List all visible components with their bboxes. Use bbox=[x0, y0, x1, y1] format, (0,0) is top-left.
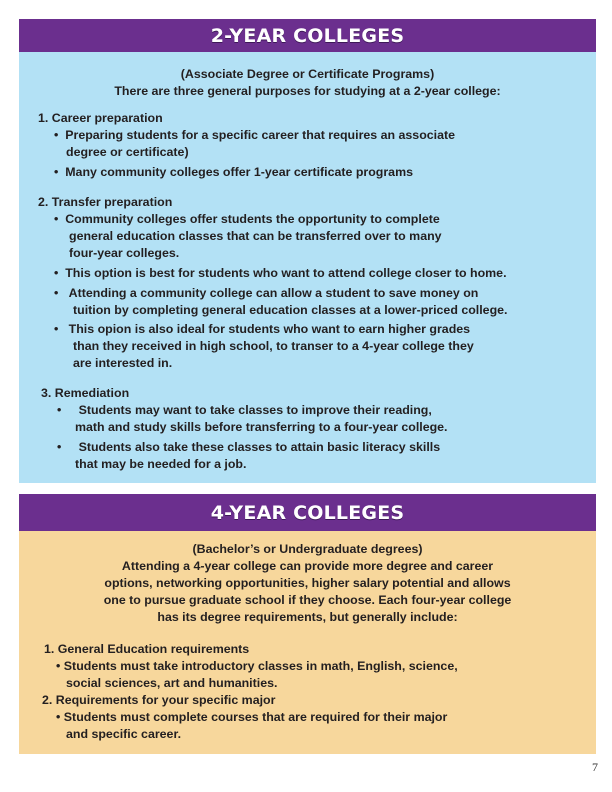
list-item: • Students also take these classes to attain basic literacy skills bbox=[57, 440, 441, 454]
list-item: • Attending a community college can allow a student to save money on bbox=[54, 286, 479, 300]
two-year-intro: There are three general purposes for studying at a 2-year college: bbox=[114, 84, 501, 98]
four-year-intro-line: has its degree requirements, but generally include: bbox=[157, 610, 458, 624]
four-year-heading: 4-YEAR COLLEGES bbox=[210, 501, 405, 524]
bullet-icon: • bbox=[54, 286, 59, 300]
four-year-panel bbox=[19, 531, 596, 754]
two-year-panel bbox=[19, 52, 596, 483]
list-item-continuation: tuition by completing general education classes at a lower-priced college. bbox=[73, 303, 508, 317]
section-title: 2. Requirements for your specific major bbox=[42, 693, 276, 707]
two-year-heading: 2-YEAR COLLEGES bbox=[210, 24, 405, 47]
bullet-icon: • bbox=[57, 440, 62, 454]
four-year-intro-line: options, networking opportunities, higher salary potential and allows bbox=[104, 576, 511, 590]
section-title: 1. Career preparation bbox=[38, 111, 163, 125]
section-title: 1. General Education requirements bbox=[44, 642, 250, 656]
list-item: • Many community colleges offer 1-year certificate programs bbox=[54, 165, 413, 179]
bullet-icon: • bbox=[56, 710, 61, 724]
bullet-icon: • bbox=[54, 128, 59, 142]
bullet-icon: • bbox=[54, 322, 59, 336]
list-item: • Community colleges offer students the opportunity to complete bbox=[54, 212, 440, 226]
two-year-heading-band bbox=[19, 19, 596, 52]
list-item: • Preparing students for a specific career that requires an associate bbox=[54, 128, 456, 142]
list-item-continuation: social sciences, art and humanities. bbox=[66, 676, 278, 690]
four-year-subheading: (Bachelor’s or Undergraduate degrees) bbox=[192, 542, 423, 556]
list-item-continuation: and specific career. bbox=[66, 727, 182, 741]
list-item-continuation: are interested in. bbox=[73, 356, 173, 370]
list-item: • This opion is also ideal for students who want to earn higher grades bbox=[54, 322, 471, 336]
bullet-icon: • bbox=[56, 659, 61, 673]
list-item-continuation: math and study skills before transferring to a four-year college. bbox=[75, 420, 448, 434]
bullet-icon: • bbox=[54, 212, 59, 226]
two-year-subheading: (Associate Degree or Certificate Programs) bbox=[180, 67, 435, 81]
list-item: • This option is best for students who want to attend college closer to home. bbox=[54, 266, 507, 280]
bullet-icon: • bbox=[54, 266, 59, 280]
list-item: • Students must take introductory classes in math, English, science, bbox=[56, 659, 458, 673]
page-number: 7 bbox=[592, 760, 598, 774]
list-item-continuation: four-year colleges. bbox=[69, 246, 180, 260]
list-item-continuation: that may be needed for a job. bbox=[75, 457, 247, 471]
list-item: • Students may want to take classes to improve their reading, bbox=[57, 403, 432, 417]
list-item: • Students must complete courses that are required for their major bbox=[56, 710, 448, 724]
bullet-icon: • bbox=[57, 403, 62, 417]
list-item-continuation: degree or certificate) bbox=[66, 145, 189, 159]
section-title: 3. Remediation bbox=[41, 386, 130, 400]
four-year-heading-band bbox=[19, 494, 596, 531]
list-item-continuation: general education classes that can be transferred over to many bbox=[69, 229, 442, 243]
section-title: 2. Transfer preparation bbox=[38, 195, 173, 209]
bullet-icon: • bbox=[54, 165, 59, 179]
four-year-intro-line: one to pursue graduate school if they choose. Each four-year college bbox=[103, 593, 512, 607]
four-year-intro-line: Attending a 4-year college can provide more degree and career bbox=[121, 559, 494, 573]
list-item-continuation: than they received in high school, to transer to a 4-year college they bbox=[73, 339, 474, 353]
